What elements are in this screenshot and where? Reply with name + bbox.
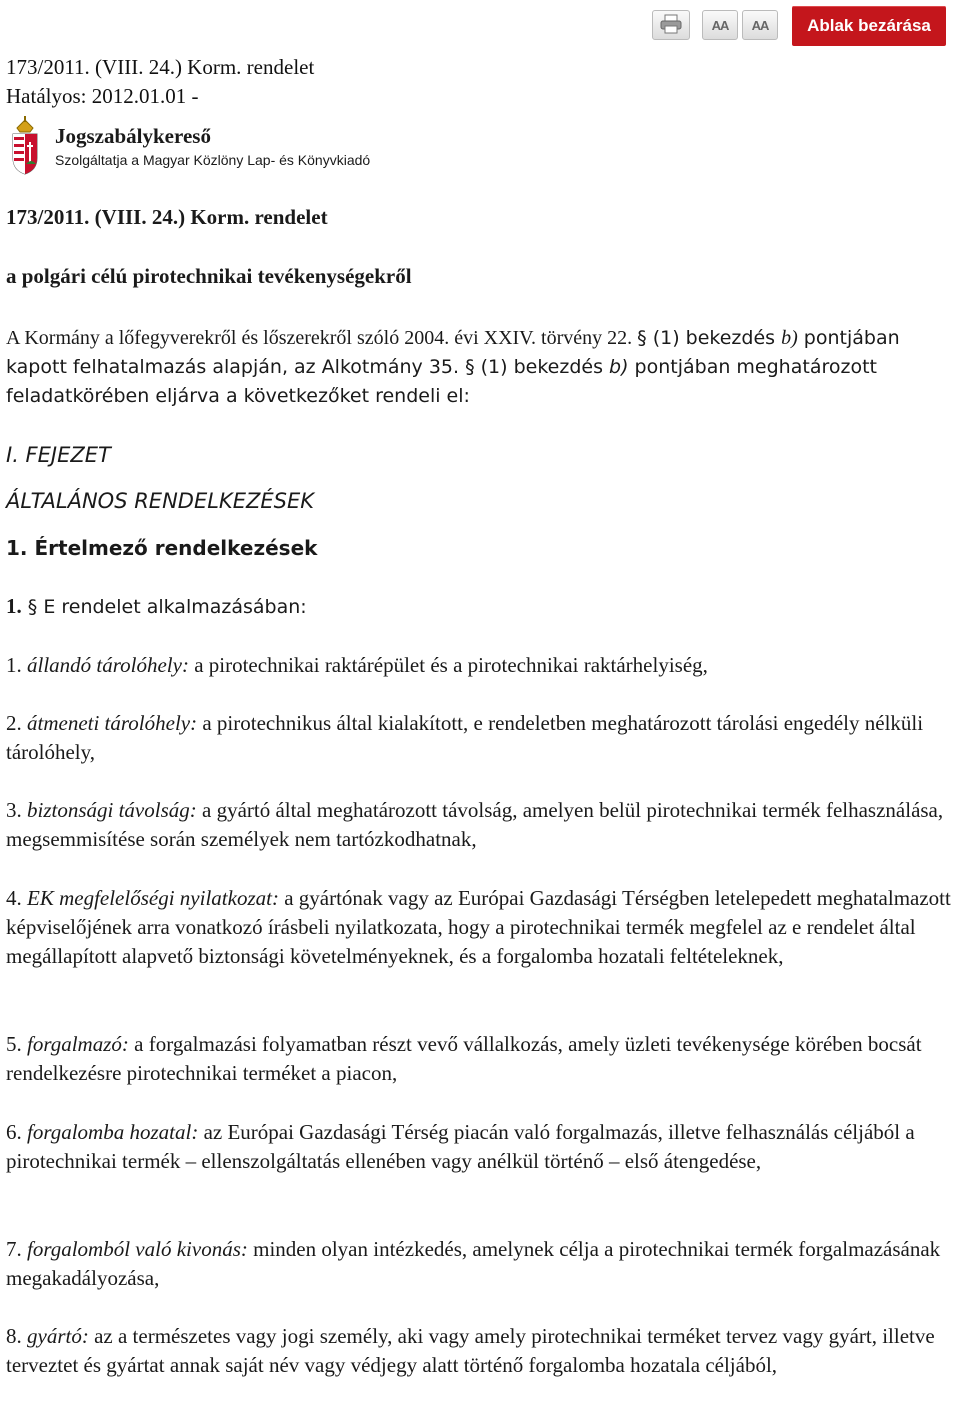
preamble-point: b) [781, 327, 798, 349]
paragraph-intro [6, 592, 956, 622]
definition-text: az Európai Gazdasági Térség piacán való forgalmazás, illetve felhasználás céljából a pirotechnikai termék – ellenszolgáltatás ellenében vagy anélkül történő – első átengedése, [6, 1120, 915, 1173]
definition-item [6, 651, 958, 680]
preamble-text-2: pontjában kapott felhatalmazás alapján, az Alkotmány 35. § (1) bekezdés [6, 327, 900, 378]
definition-text: a pirotechnikai raktárépület és a pirotechnikai raktárhelyiség, [188, 653, 708, 677]
definition-number: 2. [6, 711, 27, 735]
definition-term: forgalmazó: [27, 1032, 129, 1056]
definition-number: 1. [6, 653, 27, 677]
definition-item [6, 1030, 958, 1088]
font-decrease-button[interactable]: AA [742, 10, 778, 40]
definition-text: minden olyan intézkedés, amelynek célja a pirotechnikai termék forgalmazásának megakadályozása, [6, 1237, 941, 1290]
definition-term: forgalomból való kivonás: [27, 1237, 248, 1261]
definition-item [6, 709, 958, 767]
definition-term: biztonsági távolság: [27, 798, 197, 822]
definition-number: 8. [6, 1324, 27, 1348]
paragraph-number: 1. [6, 594, 22, 618]
brand-subtitle: Szolgáltatja a Magyar Közlöny Lap- és Könyvkiadó [55, 152, 371, 168]
document-title: a polgári célú pirotechnikai tevékenységekről [6, 264, 412, 288]
toolbar [652, 6, 948, 46]
definition-number: 5. [6, 1032, 27, 1056]
definition-text: a pirotechnikus által kialakított, e rendeletben meghatározott tárolási engedély nélküli tárolóhely, [6, 711, 924, 764]
chapter-title: ÁLTALÁNOS RENDELKEZÉSEK [6, 489, 314, 513]
definition-number: 6. [6, 1120, 27, 1144]
definition-item [6, 884, 958, 971]
definition-term: forgalomba hozatal: [27, 1120, 199, 1144]
definition-number: 3. [6, 798, 27, 822]
definition-term: EK megfelelőségi nyilatkozat: [27, 886, 279, 910]
definition-text: a gyártó által meghatározott távolság, amelyen belül pirotechnikai termék felhasználása, megsemmisítése során személyek nem tartózkodhatnak, [6, 798, 944, 851]
definition-item [6, 1118, 958, 1176]
brand-title: Jogszabálykereső [55, 124, 211, 148]
preamble-point-2: b) [609, 356, 629, 378]
definition-number: 4. [6, 886, 27, 910]
definition-text: a gyártónak vagy az Európai Gazdasági Térségben letelepedett meghatalmazott képviselőjének arra vonatkozó írásbeli nyilatkozata, hogy a pirotechnikai termék megfelel az e rendelet által megállapított alapvető biztonsági követelményeknek, és a forgalomba hozatali feltételeknek, [6, 886, 951, 968]
definition-item [6, 796, 958, 854]
document-number: 173/2011. (VIII. 24.) Korm. rendelet [6, 205, 328, 229]
definition-term: állandó tárolóhely: [27, 653, 189, 677]
definition-term: átmeneti tárolóhely: [27, 711, 198, 735]
preamble [6, 324, 956, 411]
paragraph-text: § E rendelet alkalmazásában: [21, 596, 307, 618]
coat-of-arms-logo [8, 116, 42, 176]
print-button[interactable] [652, 10, 690, 40]
section-heading: 1. Értelmező rendelkezések [6, 536, 318, 560]
preamble-section: § (1) bekezdés [637, 327, 782, 349]
font-increase-button[interactable]: AA [702, 10, 738, 40]
definition-item [6, 1322, 958, 1380]
definition-item [6, 1235, 958, 1293]
definition-text: az a természetes vagy jogi személy, aki vagy amely pirotechnikai terméket tervez vagy gyárt, illetve terveztet és gyártat annak saját név vagy védjegy alatt történő forgalomba hozatala céljából, [6, 1324, 935, 1377]
printer-icon [659, 14, 683, 34]
header-reference: 173/2011. (VIII. 24.) Korm. rendelet [6, 55, 315, 79]
preamble-text-3: pontjában meghatározott feladatkörében eljárva a következőket rendeli el: [6, 356, 877, 407]
definition-term: gyártó: [27, 1324, 89, 1348]
chapter-heading: I. FEJEZET [6, 443, 111, 467]
definition-number: 7. [6, 1237, 27, 1261]
header-effective-date: Hatályos: 2012.01.01 - [6, 84, 199, 108]
preamble-text: A Kormány a lőfegyverekről és lőszerekről szóló 2004. évi XXIV. törvény 22. [6, 327, 638, 349]
definition-text: a forgalmazási folyamatban részt vevő vállalkozás, amely üzleti tevékenysége körében bocsát rendelkezésre pirotechnikai terméket a piacon, [6, 1032, 922, 1085]
close-window-button[interactable]: Ablak bezárása [792, 6, 946, 46]
